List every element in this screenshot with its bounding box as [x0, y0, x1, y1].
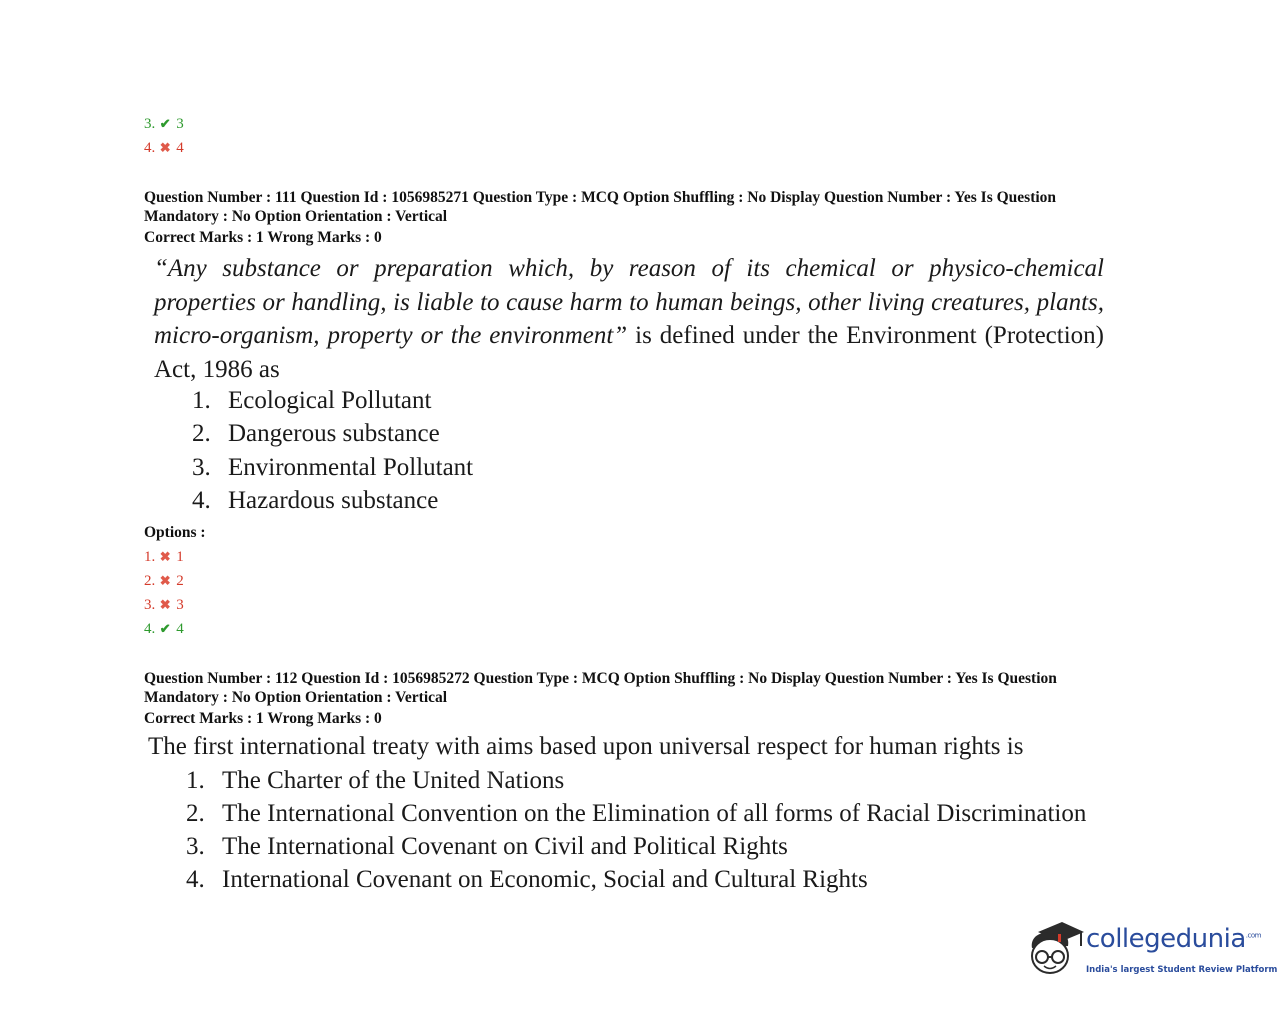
q111-option-4: 4. ✔ 4	[144, 621, 184, 637]
q112-meta-line1: Question Number : 112 Question Id : 1056985272 Question Type : MCQ Option Shuffling : No Display Question Number : Yes Is Question	[144, 670, 1057, 687]
q111-option-1: 1. ✖ 1	[144, 549, 184, 565]
q111-option-2: 2. ✖ 2	[144, 573, 184, 589]
q111-choice-3: 3. Environmental Pollutant	[192, 454, 474, 481]
q111-meta-line1: Question Number : 111 Question Id : 1056985271 Question Type : MCQ Option Shuffling : No Display Question Number : Yes Is Question	[144, 189, 1057, 206]
q111-marks: Correct Marks : 1 Wrong Marks : 0	[144, 229, 382, 246]
check-icon: ✔	[159, 116, 171, 131]
q111-choice-1: 1. Ecological Pollutant	[192, 387, 432, 414]
q111-meta-line2: Mandatory : No Option Orientation : Vertical	[144, 207, 448, 225]
q111-stem-quote: “Any substance or preparation which, by reason of its chemical or physico-chemical properties or handling, is liable to cause harm to human beings, other living creatures, plants, micro-organism, property or the environment”	[154, 255, 1104, 349]
check-icon: ✔	[159, 621, 171, 636]
q111-stem	[154, 252, 1104, 386]
q112-meta	[144, 670, 1104, 729]
q111-meta	[144, 189, 1104, 248]
q111-stem-rest: is defined under the Environment (Protection) Act, 1986 as	[154, 322, 1104, 383]
cross-icon: ✖	[159, 597, 171, 612]
q112-stem: The first international treaty with aims based upon universal respect for human rights is	[148, 733, 1024, 760]
prev-option-3: 3. ✔ 3	[144, 116, 184, 132]
q112-choice-3: 3. The International Covenant on Civil and Political Rights	[186, 833, 788, 860]
q111-option-3: 3. ✖ 3	[144, 597, 184, 613]
q112-choice-4: 4. International Covenant on Economic, Social and Cultural Rights	[186, 866, 868, 893]
q112-choice-2: 2. The International Convention on the Elimination of all forms of Racial Discrimination	[186, 800, 1087, 827]
collegedunia-logo	[1024, 918, 1278, 988]
q112-marks: Correct Marks : 1 Wrong Marks : 0	[144, 710, 382, 727]
q111-choice-2: 2. Dangerous substance	[192, 420, 440, 447]
mascot-icon	[1024, 918, 1084, 988]
logo-tagline: India's largest Student Review Platform	[1086, 965, 1278, 975]
q111-choice-4: 4. Hazardous substance	[192, 487, 439, 514]
q112-meta-line2: Mandatory : No Option Orientation : Vertical	[144, 688, 448, 706]
cross-icon: ✖	[159, 549, 171, 564]
q111-options-label: Options :	[144, 524, 206, 541]
logo-wordmark: collegedunia$^{.com}$	[1086, 924, 1261, 954]
cross-icon: ✖	[159, 573, 171, 588]
cross-icon: ✖	[159, 140, 171, 155]
prev-option-4: 4. ✖ 4	[144, 140, 184, 156]
q112-choice-1: 1. The Charter of the United Nations	[186, 767, 565, 794]
